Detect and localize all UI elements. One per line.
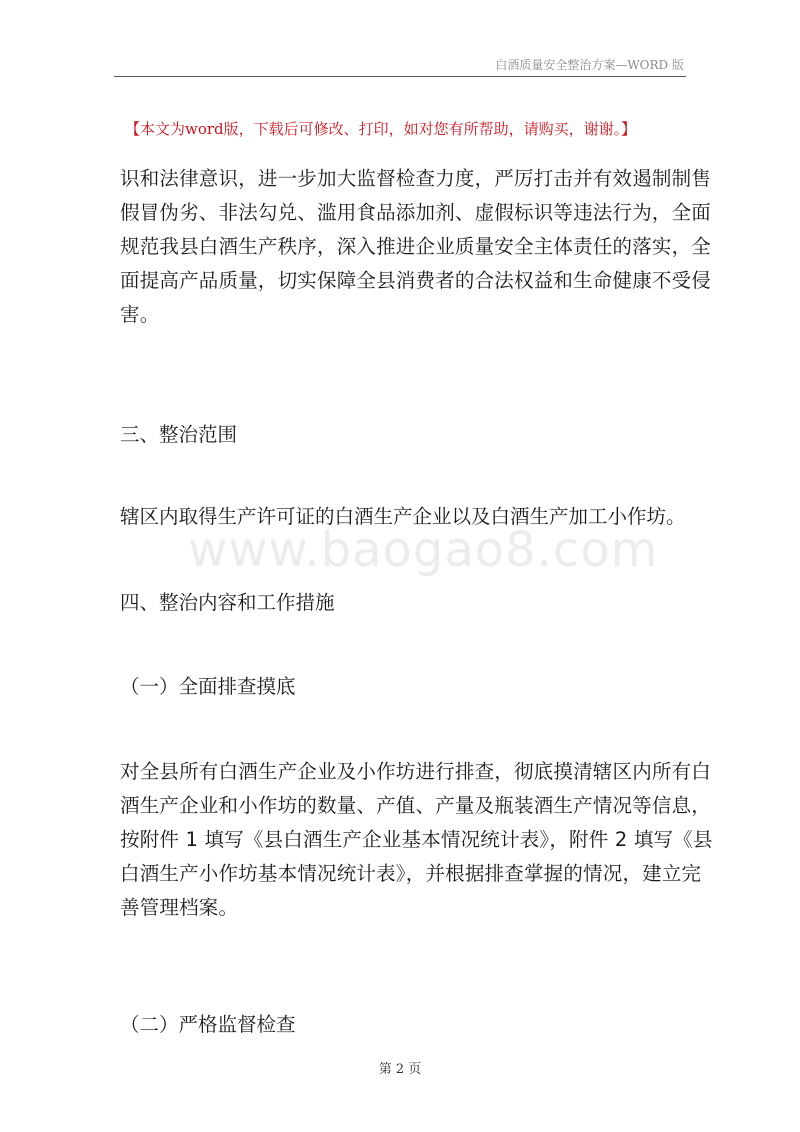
heading-sub2: （二）严格监督检查 — [120, 1013, 296, 1036]
text-line: 酒生产企业和小作坊的数量、产值、产量及瓶装酒生产情况等信息， — [120, 794, 712, 817]
purchase-notice: 【本文为word版，下载后可修改、打印，如对您有所帮助，请购买，谢谢。】 — [125, 120, 637, 138]
watermark: www.baogao8.com — [188, 522, 659, 578]
text-line: 规范我县白酒生产秩序，深入推进企业质量安全主体责任的落实，全 — [120, 235, 712, 258]
heading-scope: 三、整治范围 — [120, 423, 238, 446]
page-number: 第 2 页 — [378, 1062, 422, 1077]
text-line: 假冒伪劣、非法勾兑、滥用食品添加剂、虚假标识等违法行为，全面 — [120, 201, 712, 224]
text-line: 善管理档案。 — [120, 896, 239, 919]
scope-paragraph: 辖区内取得生产许可证的白酒生产企业以及白酒生产加工小作坊。 — [120, 505, 686, 528]
intro-paragraph — [120, 162, 712, 332]
text-line: 白酒生产小作坊基本情况统计表》，并根据排查掌握的情况，建立完 — [120, 862, 702, 885]
page-header — [114, 48, 686, 77]
header-title: 白酒质量安全整治方案—WORD 版 — [495, 58, 684, 72]
investigation-paragraph — [120, 755, 713, 925]
text-line: 对全县所有白酒生产企业及小作坊进行排查，彻底摸清辖区内所有白 — [120, 760, 712, 783]
heading-sub1: （一）全面排查摸底 — [120, 675, 296, 698]
heading-content: 四、整治内容和工作措施 — [120, 591, 335, 614]
text-line: 按附件 1 填写《县白酒生产企业基本情况统计表》，附件 2 填写《县 — [120, 828, 713, 851]
text-line: 面提高产品质量，切实保障全县消费者的合法权益和生命健康不受侵 — [120, 269, 712, 292]
text-line: 识和法律意识，进一步加大监督检查力度，严厉打击并有效遏制制售 — [120, 167, 712, 190]
text-line: 害。 — [120, 303, 160, 326]
